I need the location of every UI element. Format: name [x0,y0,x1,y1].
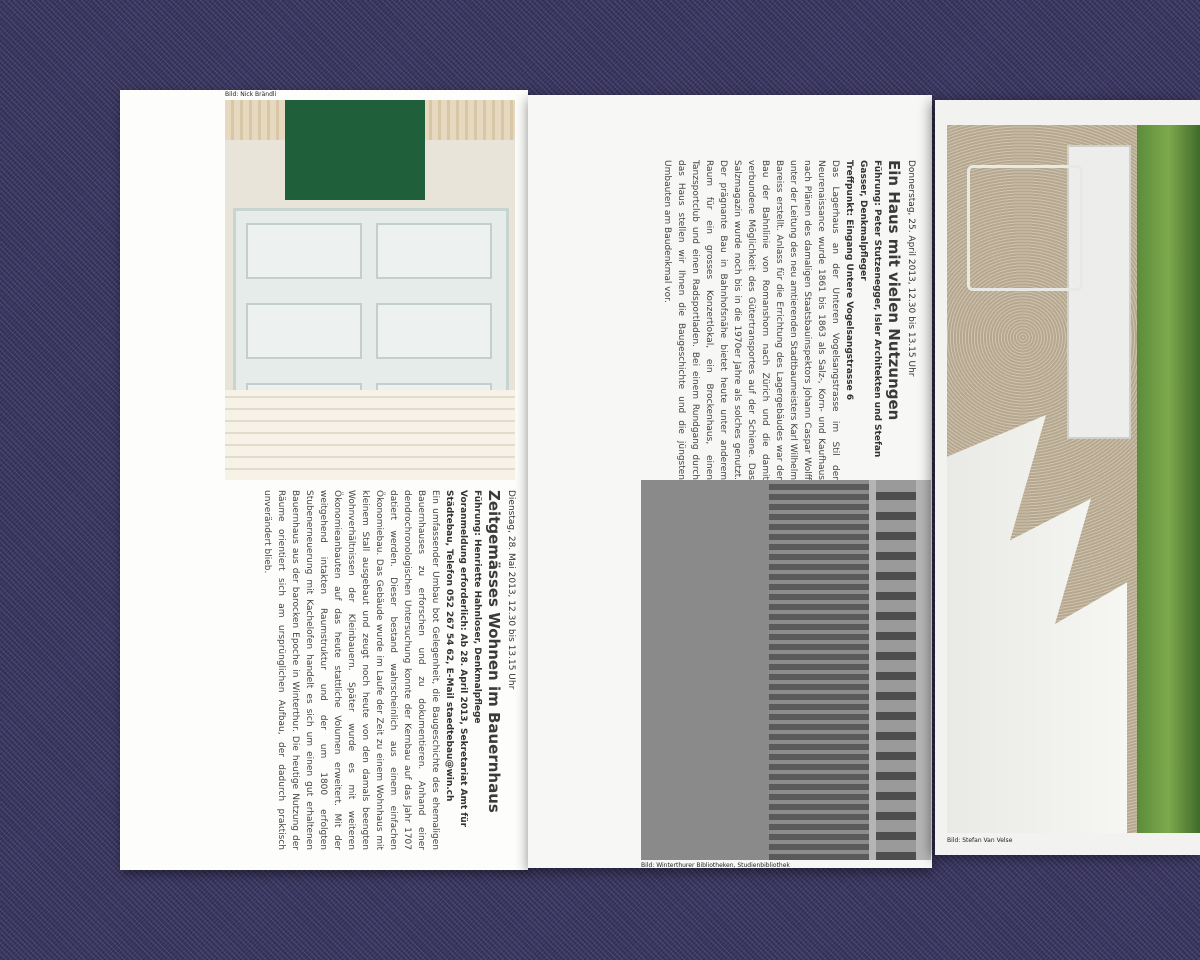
article-date: Donnerstag, 25. April 2013, 12.30 bis 13.15 Uhr [906,160,916,377]
window-light [225,390,515,480]
photo-interior-room [225,100,515,480]
article-meeting-point: Treffpunkt: Eingang Untere Vogelsangstrasse 6 [844,160,854,401]
garden-plants [1137,125,1200,833]
photo-credit: Bild: Stefan Van Velse [947,837,1013,844]
photo-garden-bench [947,125,1200,833]
article-zeitgemaesses-wohnen [260,490,518,850]
article-title: Zeitgemässes Wohnen im Bauernhaus [485,490,503,813]
brochure-page-middle [528,95,932,868]
article-body: Das Lagerhaus an der Unteren Vogelsangstrasse im Stil der Neurenaissance wurde 1861 bis 1863 als Salz-, Korn- und Kaufhaus nach Plänen des damaligen Staatsbauinspektors Johann Caspar Wolff unter der Leitung des neu amtierenden Stadtbaumeisters Karl Wilhelm Bareiss erstellt. Anlass für die Errichtung des Lagergebäudes war der Bau der Bahnlinie von Romanshorn nach Zürich und die damit verbundene Möglichkeit des Gütertransportes auf der Schiene. Das Salzmagazin wurde noch bis in die 1970er Jahre als solches genutzt. Der prägnante Bau in Bahnhofsnähe bietet heute unter anderem Raum für ein grosses Konzertlokal, ein Brockenhaus, einen Tanzsportclub und einen Radsportladen. Bei einem Rundgang durch das Haus stellen wir Ihnen die Baugeschichte und die jüngsten Umbauten am Baudenkmal vor. [662,160,840,480]
green-tiled-stove [285,100,425,200]
article-guide: Führung: Henriette Hahnloser, Denkmalpflege [472,490,482,724]
photo-credit: Bild: Nick Brändli [225,91,277,98]
article-registration: Voranmeldung erforderlich: Ab 28. April 2013, Sekretariat Amt für Städtebau, Telefon 052 267 54 62, E-Mail staedtebau@win.ch [444,490,468,828]
photo-credit: Bild: Winterthurer Bibliotheken, Studienbibliothek [641,862,790,868]
photo-historic-lagerhaus [641,480,931,860]
brochure-page-left [120,90,528,870]
article-haus-nutzungen [660,160,918,480]
brochure-page-right [935,100,1200,855]
article-guide: Führung: Peter Stutzenegger, Isler Architekten und Stefan Gasser, Denkmalpfleger [858,160,882,458]
article-body: Ein umfassender Umbau bot Gelegenheit, die Baugeschichte des ehemaligen Bauernhauses zu erforschen und zu dokumentieren. Anhand einer dendrochronologischen Untersuchung konnte der Kernbau auf das Jahr 1707 datiert werden. Dieser bestand wahrscheinlich aus einem einfachen Ökonomiebau. Das Gebäude wurde im Laufe der Zeit zu einem Wohnhaus mit kleinem Stall ausgebaut und zeugt noch heute von den damals beengten Wohnverhältnissen der Kleinbauern. Später wurde es mit weiteren Ökonomieanbauten auf das heute stattliche Volumen erweitert. Mit der weitgehend intakten Raumstruktur und der um 1800 erfolgten Stubenerneuerung mit Kachelofen handelt es sich um einen gut erhaltenen Bauernhaus aus der barocken Epoche in Winterthur. Die heutige Nutzung der Räume orientiert sich am ursprünglichen Aufbau, der dadurch praktisch unverändert blieb. [262,490,440,850]
article-date: Dienstag, 28. Mai 2013, 12.30 bis 13.15 Uhr [506,490,516,690]
garden-chair [967,165,1083,291]
article-title: Ein Haus mit vielen Nutzungen [885,160,903,421]
